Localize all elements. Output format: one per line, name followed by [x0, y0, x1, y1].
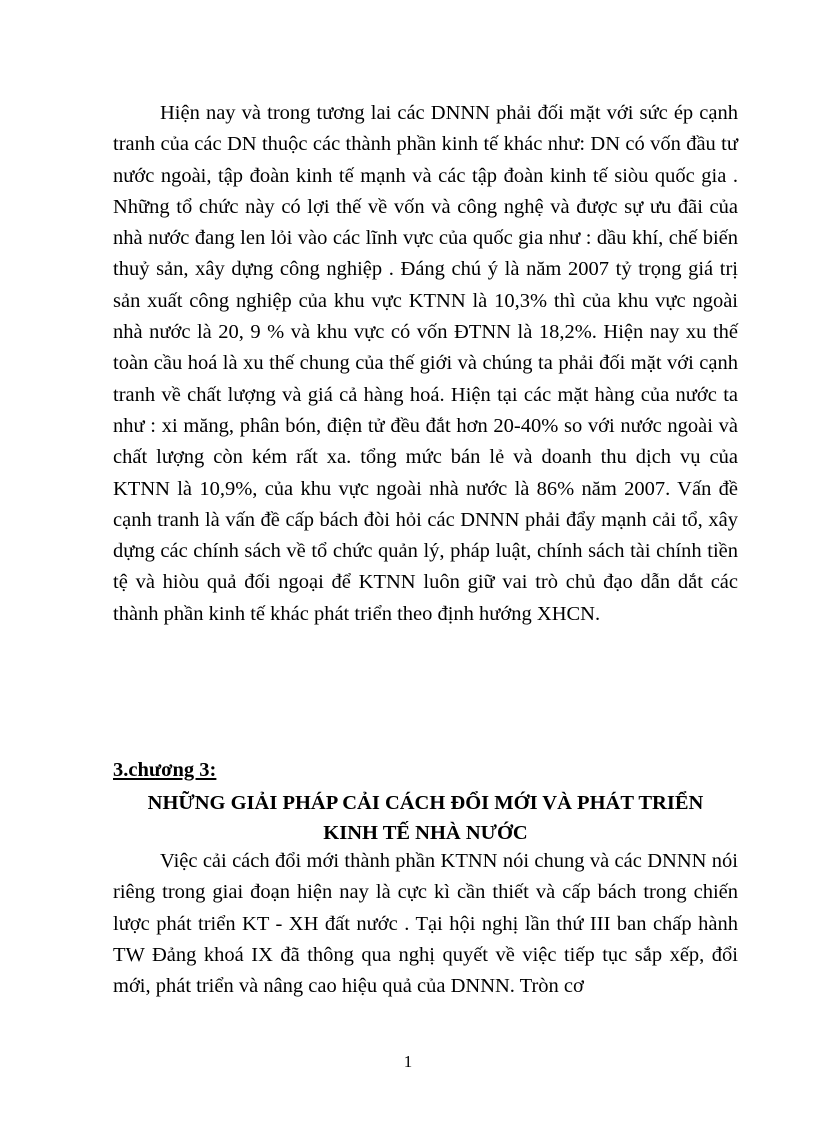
chapter-title — [113, 788, 738, 848]
chapter-title-line-1: NHỮNG GIẢI PHÁP CẢI CÁCH ĐỔI MỚI VÀ PHÁT TRIỂN — [147, 792, 704, 814]
chapter-title-line-2: KINH TẾ NHÀ NƯỚC — [323, 822, 528, 844]
body-paragraph-1: Hiện nay và trong tương lai các DNNN phải đối mặt với sức ép cạnh tranh của các DN thuộc các thành phần kinh tế khác như: DN có vốn đầu tư nước ngoài, tập đoàn kinh tế mạnh và các tập đoàn kinh tế siòu quốc gia . Những tổ chức này có lợi thế về vốn và công nghệ và được sự ưu đãi của nhà nước đang len lỏi vào các lĩnh vực của quốc gia như : dầu khí, chế biến thuỷ sản, xây dựng công nghiệp . Đáng chú ý là năm 2007 tỷ trọng giá trị sản xuất công nghiệp của khu vực KTNN là 10,3% thì của khu vực ngoài nhà nước là 20, 9 % và khu vực có vốn ĐTNN là 18,2%. Hiện nay xu thế toàn cầu hoá là xu thế chung của thế giới và chúng ta phải đối mặt với cạnh tranh về chất lượng và giá cả hàng hoá. Hiện tại các mặt hàng của nước ta như : xi măng, phân bón, điện tử đều đắt hơn 20-40% so với nước ngoài và chất lượng còn kém rất xa. tổng mức bán lẻ và doanh thu dịch vụ của KTNN là 10,9%, của khu vực ngoài nhà nước là 86% năm 2007. Vấn đề cạnh tranh là vấn đề cấp bách đòi hỏi các DNNN phải đẩy mạnh cải tổ, xây dựng các chính sách về tổ chức quản lý, pháp luật, chính sách tài chính tiền tệ và hiòu quả đối ngoại để KTNN luôn giữ vai trò chủ đạo dẫn dắt các thành phần kinh tế khác phát triển theo định hướng XHCN. — [113, 102, 738, 625]
body-paragraph-2: Việc cải cách đổi mới thành phần KTNN nói chung và các DNNN nói riêng trong giai đoạn hiện nay là cực kì cần thiết và cấp bách trong chiến lược phát triển KT - XH đất nước . Tại hội nghị lần thứ III ban chấp hành TW Đảng khoá IX đã thông qua nghị quyết về việc tiếp tục sắp xếp, đổi mới, phát triển và nâng cao hiệu quả của DNNN. Tròn cơ — [113, 850, 738, 998]
chapter-label: 3.chương 3: — [113, 759, 217, 781]
page-number: 1 — [403, 1052, 413, 1071]
